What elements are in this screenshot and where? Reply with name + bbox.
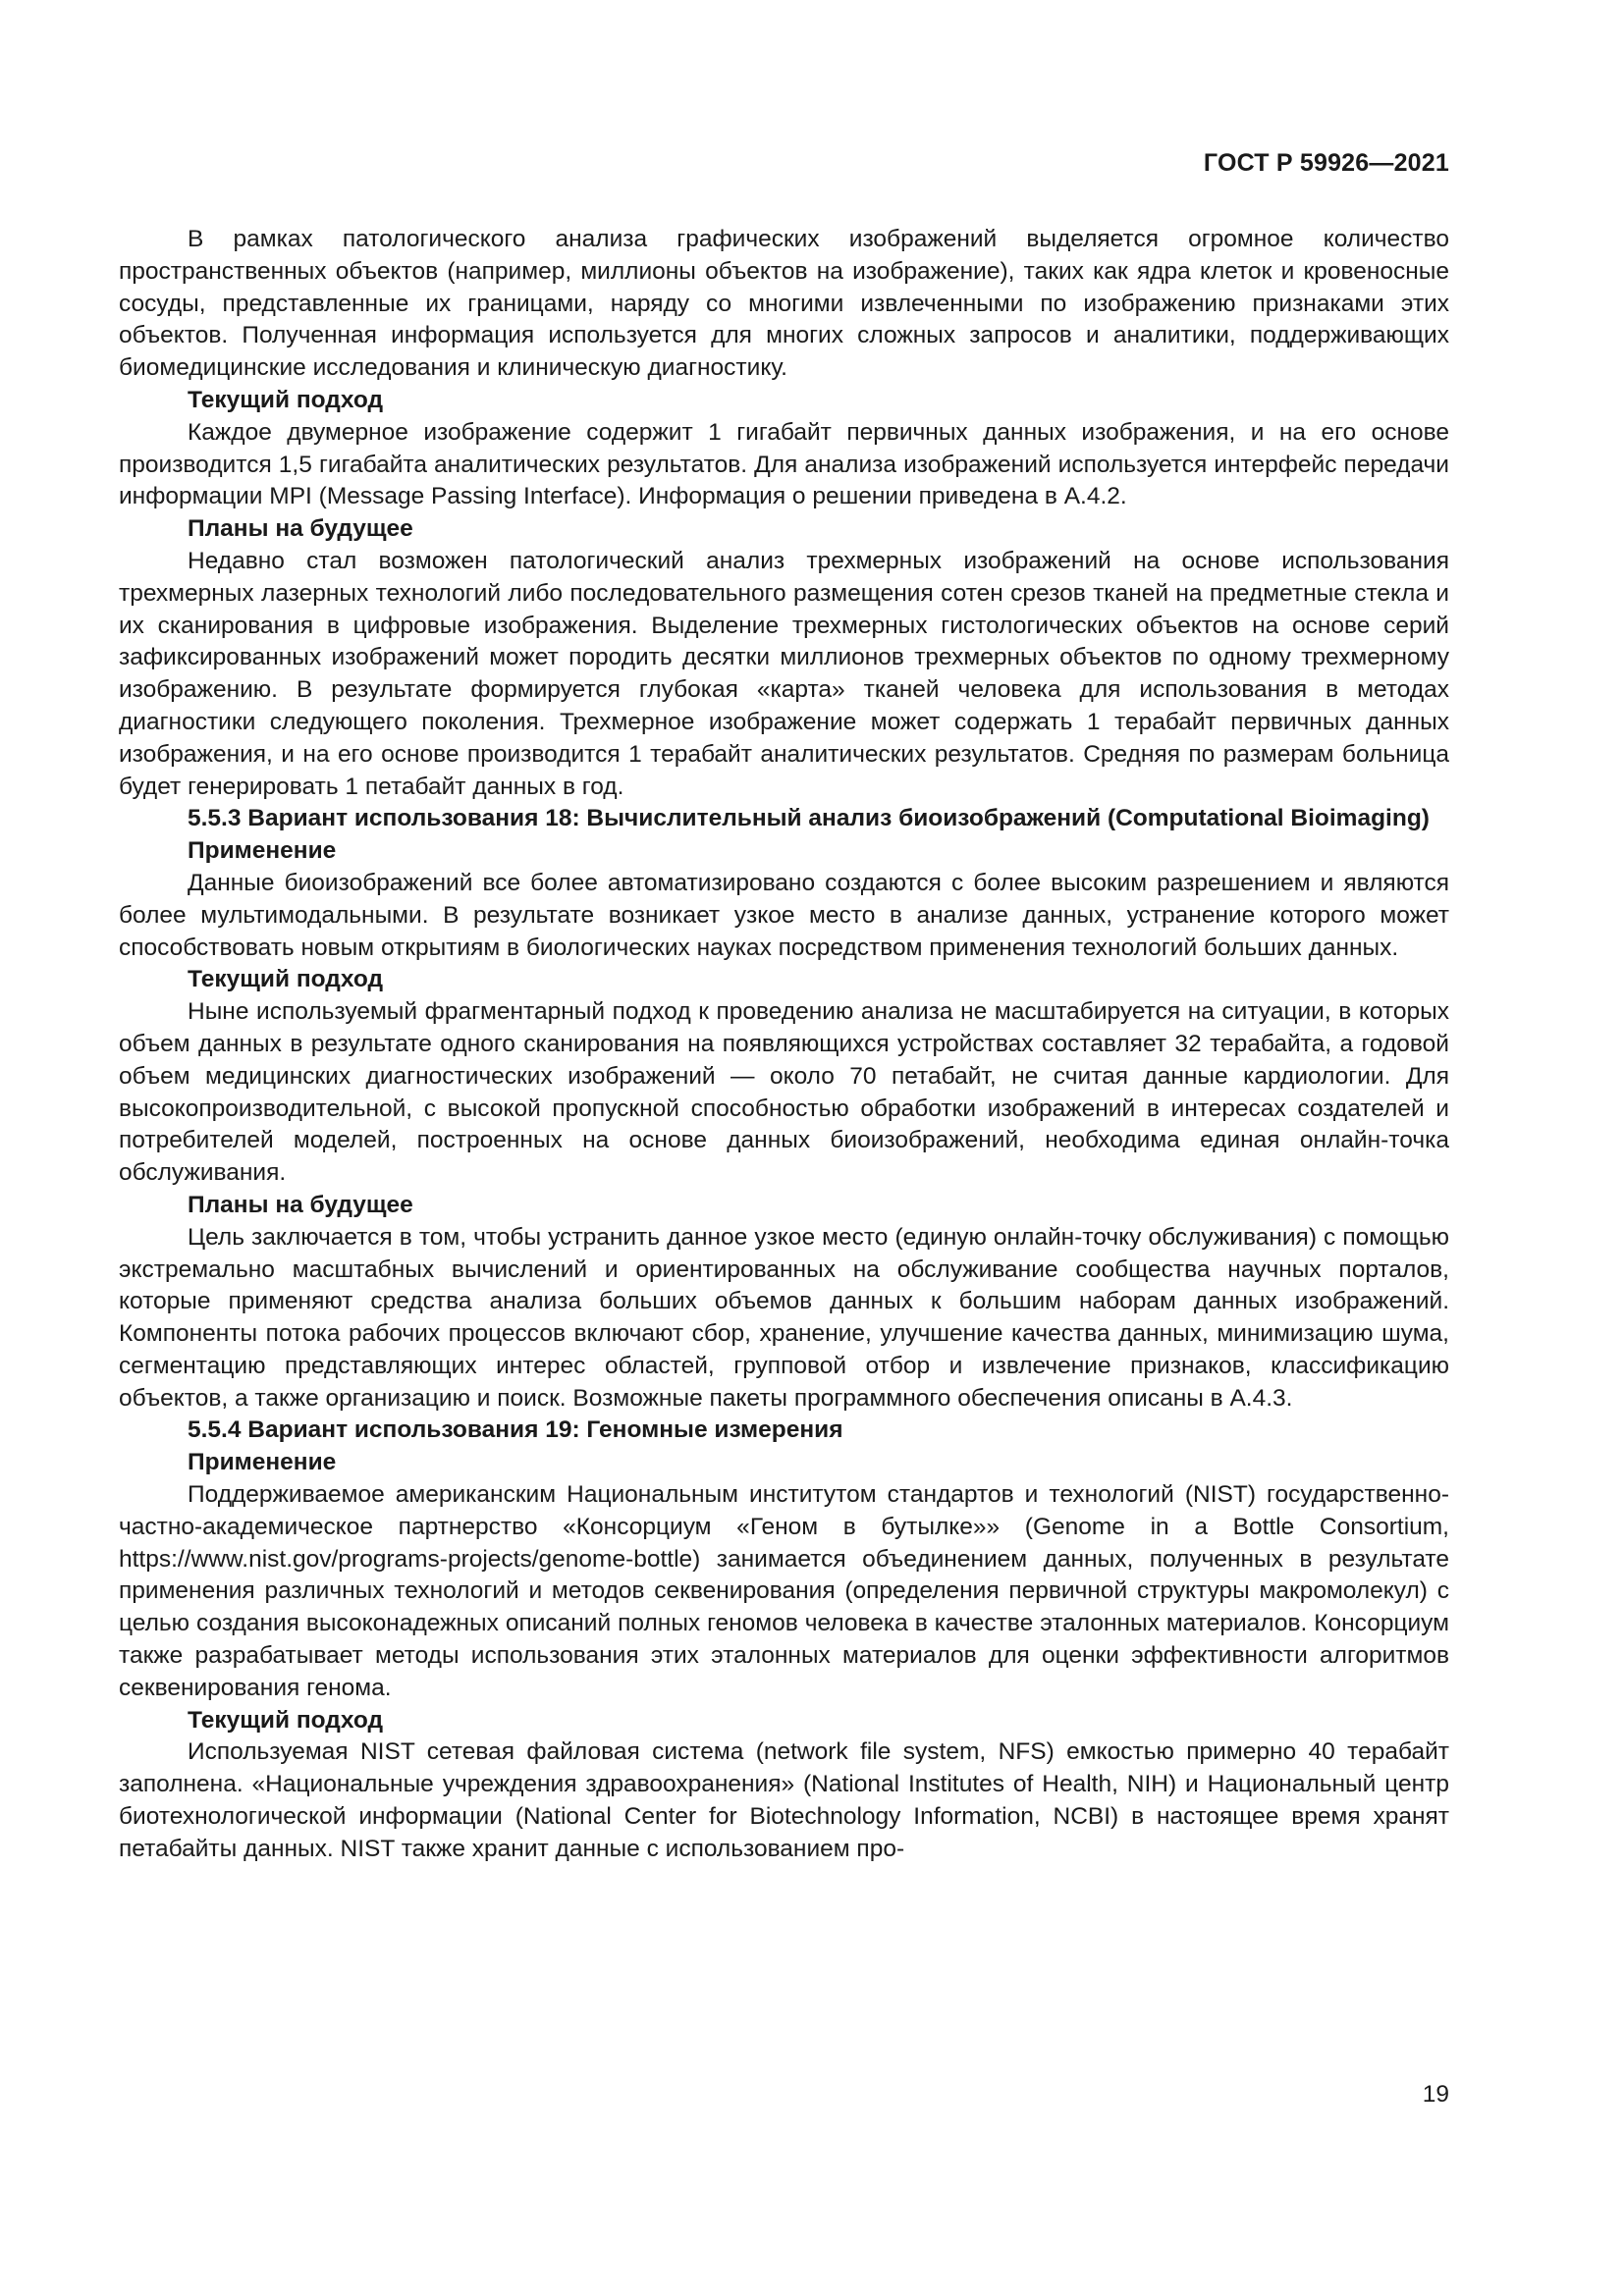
section-subheading: Текущий подход — [188, 966, 384, 993]
body-paragraph: Используемая NIST сетевая файловая система (network file system, NFS) емкостью примерно 40 терабайт заполнена. «Национальные учреждения здравоохранения» (National Institutes of Health, NIH) и Национальный центр биотехнологической информации (National Center for Biotechnology Information, NCBI) в настоящее время хранят петабайты данных. NIST также хранит данные с использованием про- — [119, 1738, 1449, 1862]
page-number: 19 — [1422, 2081, 1449, 2108]
section-heading: 5.5.4 Вариант использования 19: Геномные измерения — [188, 1416, 843, 1444]
section-subheading: Планы на будущее — [188, 1191, 413, 1218]
body-paragraph: Недавно стал возможен патологический анализ трехмерных изображений на основе использования трехмерных лазерных технологий либо последовательного размещения сотен срезов тканей на предметные стекла и их сканирования в цифровые изображения. Выделение трехмерных гистологических объектов на основе серий зафиксированных изображений может породить десятки миллионов трехмерных объектов по одному трехмерному изображению. В результате формируется глубокая «карта» тканей человека для использования в методах диагностики следующего поколения. Трехмерное изображение может содержать 1 терабайт первичных данных изображения, и на его основе производится 1 терабайт аналитических результатов. Средняя по размерам больница будет генерировать 1 петабайт данных в год. — [119, 547, 1449, 800]
section-subheading: Планы на будущее — [188, 515, 413, 543]
body-paragraph: Каждое двумерное изображение содержит 1 гигабайт первичных данных изображения, и на его основе производится 1,5 гигабайта аналитических результатов. Для анализа изображений используется интерфейс передачи информации MPI (Message Passing Interface). Информация о решении приведена в А.4.2. — [119, 418, 1449, 510]
document-code: ГОСТ Р 59926—2021 — [1203, 149, 1449, 177]
body-paragraph: В рамках патологического анализа графических изображений выделяется огромное количество пространственных объектов (например, миллионы объектов на изображение), таких как ядра клеток и кровеносные сосуды, представленные их границами, наряду со многими извлеченными по изображению признаками этих объектов. Полученная информация используется для многих сложных запросов и аналитики, поддерживающих биомедицинские исследования и клиническую диагностику. — [119, 226, 1449, 382]
body-paragraph: Ныне используемый фрагментарный подход к проведению анализа не масштабируется на ситуации, в которых объем данных в результате одного сканирования на появляющихся устройствах составляет 32 терабайта, а годовой объем медицинских диагностических изображений — около 70 петабайт, не считая данные кардиологии. Для высокопроизводительной, с высокой пропускной способностью обработки изображений в интересах создателей и потребителей моделей, построенных на основе данных биоизображений, необходима единая онлайн-точка обслуживания. — [119, 998, 1449, 1187]
section-subheading: Текущий подход — [188, 386, 384, 413]
body-paragraph: Цель заключается в том, чтобы устранить данное узкое место (единую онлайн-точку обслуживания) с помощью экстремально масштабных вычислений и ориентированных на обслуживание сообщества научных порталов, которые применяют средства анализа больших объемов данных к большим наборам данных изображений. Компоненты потока рабочих процессов включают сбор, хранение, улучшение качества данных, минимизацию шума, сегментацию представляющих интерес областей, групповой отбор и извлечение признаков, классификацию объектов, а также организацию и поиск. Возможные пакеты программного обеспечения описаны в А.4.3. — [119, 1223, 1449, 1412]
body-paragraph: Поддерживаемое американским Национальным институтом стандартов и технологий (NIST) государственно-частно-академическое партнерство «Консорциум «Геном в бутылке»» (Genome in a Bottle Consortium, https://www.nist.gov/programs-projects/genome-bottle) занимается объединением данных, полученных в результате применения различных технологий и методов секвенирования (определения первичной структуры макромолекул) с целью создания высоконадежных описаний полных геномов человека в качестве эталонных материалов. Консорциум также разрабатывает методы использования этих эталонных материалов для оценки эффективности алгоритмов секвенирования генома. — [119, 1481, 1449, 1701]
section-subheading: Текущий подход — [188, 1706, 384, 1734]
document-body — [119, 224, 1449, 1866]
section-subheading: Применение — [188, 837, 337, 865]
body-paragraph: Данные биоизображений все более автоматизировано создаются с более высоким разрешением и являются более мультимодальными. В результате возникает узкое место в анализе данных, устранение которого может способствовать новым открытиям в биологических науках посредством применения технологий больших данных. — [119, 869, 1449, 961]
section-heading: 5.5.3 Вариант использования 18: Вычислительный анализ биоизображений (Computational Bioimaging) — [188, 805, 1430, 832]
section-subheading: Применение — [188, 1449, 337, 1476]
